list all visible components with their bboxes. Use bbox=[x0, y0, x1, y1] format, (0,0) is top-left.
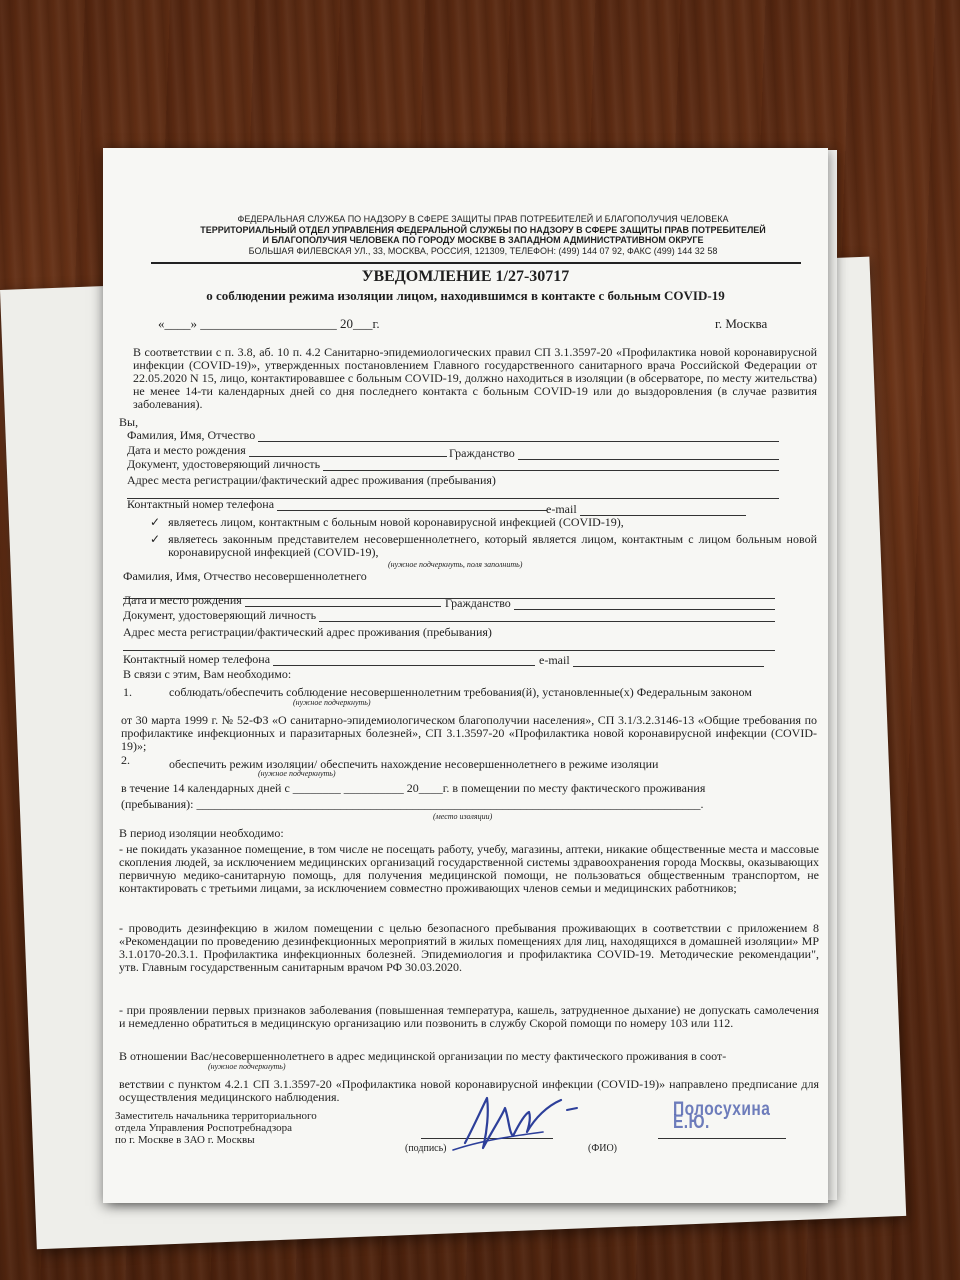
page-title: УВЕДОМЛЕНИЕ 1/27-30717 bbox=[361, 268, 570, 285]
item-2-number: 2. bbox=[121, 753, 130, 767]
check-option-2[interactable] bbox=[150, 533, 817, 559]
place-note: (место изоляции) bbox=[433, 812, 493, 821]
header-line-3: И БЛАГОПОЛУЧИЯ ЧЕЛОВЕКА ПО ГОРОДУ МОСКВЕ В ЗАПАДНОМ АДМИНИСТРАТИВНОМ ОКРУГЕ bbox=[262, 235, 704, 245]
position-line-3: по г. Москве в ЗАО г. Москвы bbox=[115, 1134, 255, 1146]
minor-document-label: Документ, удостоверяющий личность bbox=[123, 608, 317, 622]
check-option-2-text: являетесь законным представителем несовершеннолетнего, который является лицом, контактным с лицом больным новой коронавирусной инфекцией (COVID-19), bbox=[168, 532, 817, 559]
item-1-number: 1. bbox=[123, 685, 132, 699]
citizenship-label: Гражданство bbox=[449, 446, 515, 460]
closing-line-2: ветствии с пунктом 4.2.1 СП 3.1.3597-20 «Профилактика новой коронавирусной инфекции (COVID-19)» направлено предписание для осуществления медицинского наблюдения. bbox=[119, 1077, 819, 1104]
city: г. Москва bbox=[715, 316, 768, 331]
date-line: «____» _____________________ 20___г. bbox=[158, 316, 380, 331]
document-label: Документ, удостоверяющий личность bbox=[127, 457, 321, 471]
isolation-rule-3: - при проявлении первых признаков заболевания (повышенная температура, кашель, затрудненное дыхание) не допускать самолечения и немедленно обратиться в медицинскую организацию или позвонить в службу Скорой помощи по номеру 103 или 112. bbox=[119, 1003, 819, 1030]
check-option-1[interactable] bbox=[150, 516, 817, 529]
item-1-note: (нужное подчеркнуть) bbox=[293, 698, 371, 707]
email-label: e-mail bbox=[546, 502, 577, 516]
birth-label: Дата и место рождения bbox=[127, 443, 246, 457]
position-line-2: отдела Управления Роспотребнадзора bbox=[115, 1122, 293, 1134]
agency-header bbox=[163, 214, 803, 256]
handwritten-signature bbox=[443, 1088, 583, 1158]
isolation-rule-1: - не покидать указанное помещение, в том числе не посещать работу, учебу, магазины, аптеки, никакие общественные места и массовые скопления людей, за исключением медицинских организаций государственной системы здравоохранения города Москвы, оказывающих первичную медико-санитарную помощь, для получения медицинской помощи, не пользоваться общественным транспортом, не контактировать с третьими лицами, за исключением совместно проживающих членов семьи и медицинских работников; bbox=[119, 842, 819, 895]
minor-address-field[interactable] bbox=[123, 640, 775, 651]
phone-label: Контактный номер телефона bbox=[127, 497, 275, 511]
minor-birth-label: Дата и место рождения bbox=[123, 593, 242, 607]
minor-phone-label: Контактный номер телефона bbox=[123, 652, 271, 666]
document-field[interactable] bbox=[127, 458, 779, 471]
signature-caption: (подпись) bbox=[405, 1143, 447, 1154]
birth-field[interactable] bbox=[127, 444, 447, 457]
intro-paragraph: В соответствии с п. 3.8, аб. 10 п. 4.2 Санитарно-эпидемиологических правил СП 3.1.3597-20 «Профилактика новой коронавирусной инфекции (COVID-19)», утвержденных постановлением Главного государственного санитарного врача Российской Федерации от 22.05.2020 N 15, лицо, контактировавшее с больным COVID-19, должно находиться в изоляции (в обсерваторе, по месту жительства) не менее 14-ти календарных дней со дня последнего контакта с больным COVID-19 или до выздоровления (в случае развития заболевания). bbox=[133, 345, 817, 411]
item-2-text: обеспечить режим изоляции/ обеспечить нахождение несовершеннолетнего в режиме изоляции bbox=[169, 757, 659, 771]
closing-line-1: В отношении Вас/несовершеннолетнего в адрес медицинской организации по месту фактического проживания в соот- bbox=[119, 1049, 727, 1063]
minor-citizenship-label: Гражданство bbox=[445, 596, 511, 610]
isolation-intro: В период изоляции необходимо: bbox=[119, 826, 284, 840]
vy-label: Вы, bbox=[119, 415, 139, 429]
page-subtitle: о соблюдении режима изоляции лицом, находившимся в контакте с больным COVID-19 bbox=[206, 288, 725, 303]
minor-birth-field[interactable] bbox=[123, 594, 441, 607]
fio-field[interactable] bbox=[127, 429, 779, 442]
item-1-text: соблюдать/обеспечить соблюдение несовершеннолетним требования(й), установленные(х) Федеральным законом bbox=[169, 685, 752, 699]
check-mark-icon: ✓ bbox=[150, 515, 161, 529]
minor-email-label: e-mail bbox=[539, 653, 570, 667]
minor-phone-field[interactable] bbox=[123, 653, 535, 666]
signatory-position bbox=[115, 1110, 317, 1146]
minor-fio-label: Фамилия, Имя, Отчество несовершеннолетнего bbox=[123, 569, 367, 583]
document-page bbox=[103, 148, 828, 1203]
check-note: (нужное подчеркнуть, поля заполнить) bbox=[388, 560, 523, 569]
check-mark-icon: ✓ bbox=[150, 532, 161, 546]
minor-email-field[interactable] bbox=[539, 654, 764, 667]
isolation-rule-2: - проводить дезинфекцию в жилом помещении с целью безопасного пребывания проживающих в соответствии с приложением 8 «Рекомендации по проведению дезинфекционных мероприятий в жилых помещениях для лиц, находящихся в домашней изоляции» МР 3.1.0170-20.3.1. Профилактика инфекционных болезней. Эпидемиология и профилактика COVID-19. Методические рекомендации", утв. Главным государственным санитарным врачом РФ 30.03.2020. bbox=[119, 921, 819, 974]
isolation-period[interactable]: в течение 14 календарных дней с ________ __________ 20____г. в помещении по месту фактического проживания bbox=[121, 781, 706, 795]
item-1-continuation: от 30 марта 1999 г. № 52-ФЗ «О санитарно-эпидемиологическом благополучии населения», СП 3.1/3.2.3146-13 «Общие требования по профилактике инфекционных и паразитарных болезней», СП 3.1.3597-20 «Профилактика новой коронавирусной инфекции (COVID-19)»; bbox=[121, 713, 817, 753]
header-line-4: БОЛЬШАЯ ФИЛЕВСКАЯ УЛ., 33, МОСКВА, РОССИЯ, 121309, ТЕЛЕФОН: (499) 144 07 92, ФАКС (499) 144 32 58 bbox=[248, 245, 718, 256]
position-line-1: Заместитель начальника территориального bbox=[115, 1110, 317, 1122]
address-label: Адрес места регистрации/фактический адрес проживания (пребывания) bbox=[127, 473, 496, 487]
minor-document-field[interactable] bbox=[123, 609, 775, 622]
isolation-place-field[interactable]: (пребывания): ____________________________________________________________________________________. bbox=[121, 798, 704, 811]
minor-address-label: Адрес места регистрации/фактический адрес проживания (пребывания) bbox=[123, 625, 492, 639]
header-line-1: ФЕДЕРАЛЬНАЯ СЛУЖБА ПО НАДЗОРУ В СФЕРЕ ЗАЩИТЫ ПРАВ ПОТРЕБИТЕЛЕЙ И БЛАГОПОЛУЧИЯ ЧЕЛОВЕКА bbox=[237, 214, 729, 224]
header-line-2: ТЕРРИТОРИАЛЬНЫЙ ОТДЕЛ УПРАВЛЕНИЯ ФЕДЕРАЛЬНОЙ СЛУЖБЫ ПО НАДЗОРУ В СФЕРЕ ЗАЩИТЫ ПРАВ ПОТРЕБИТЕЛЕЙ bbox=[200, 224, 766, 235]
check-option-1-text: являетесь лицом, контактным с больным новой коронавирусной инфекцией (COVID-19), bbox=[168, 515, 624, 529]
fio-line bbox=[658, 1138, 786, 1139]
fio-caption: (ФИО) bbox=[588, 1143, 618, 1154]
closing-note: (нужное подчеркнуть) bbox=[208, 1062, 286, 1071]
phone-field[interactable] bbox=[127, 498, 547, 511]
item-2-note: (нужное подчеркнуть) bbox=[258, 769, 336, 778]
header-rule bbox=[151, 262, 801, 264]
fio-label: Фамилия, Имя, Отчество bbox=[127, 428, 256, 442]
requirements-intro: В связи с этим, Вам необходимо: bbox=[123, 667, 292, 681]
name-stamp: Полосухина Е.Ю. bbox=[673, 1099, 771, 1133]
